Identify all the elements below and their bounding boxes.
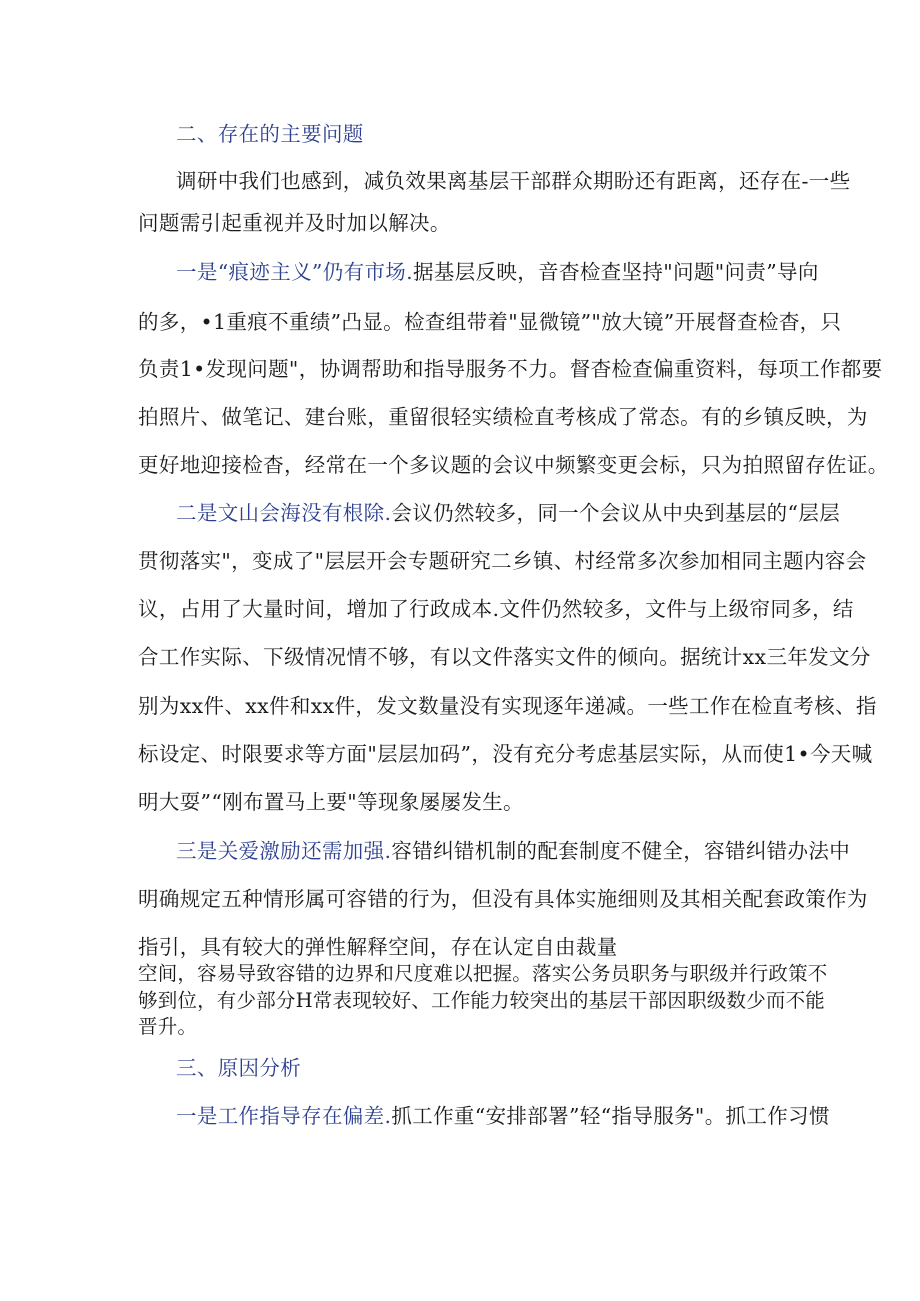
para4-lead: 一是工作指导存在偏差. (176, 1104, 392, 1128)
para2-line-6: 标设定、时限要求等方面"层层加码”，没有充分考虑基层实际，从而使1•今天喊 (138, 742, 873, 766)
para2-line-2: 贯彻落实"，变成了"层层开会专题研究二乡镇、村经常多次参加相同主题内容会 (138, 549, 867, 573)
para1-line1-rest: 据基层反映，音杳检查坚持"问题"问责”导向 (413, 260, 819, 284)
para4-line1-rest: 抓工作重“安排部署”轻“指导服务"。抓工作习惯 (391, 1104, 830, 1128)
para3-line-3: 指引，具有较大的弹性解释空间，存在认定自由裁量 (138, 935, 618, 959)
para1-line-3: 负责1•发现问题"，协调帮助和指导服务不力。督杳检查偏重资料，每项工作都要 (138, 357, 883, 381)
section-heading-causes: 三、原因分析 (176, 1056, 302, 1080)
para4-line-1 (176, 1103, 830, 1129)
para1-lead: 一是“痕迹主义”仍有市场. (176, 260, 414, 284)
para3-line1-rest: 容错纠错机制的配套制度不健全，容错纠错办法中 (391, 839, 851, 863)
para3-line-5: 够到位，有少部分H常表现较好、工作能力较突出的基层干部因职级数少而不能 (138, 989, 826, 1012)
para3-line-6: 晋升。 (138, 1015, 198, 1038)
para3-lead: 三是关爱激励还需加强. (176, 839, 392, 863)
para2-lead: 二是文山会海没有根除. (176, 501, 392, 525)
para3-line-4: 空间，容易导致容错的边界和尺度难以把握。落实公务员职务与职级并行政策不 (138, 962, 828, 985)
para2-line-4: 合工作实际、下级情况情不够，有以文件落实文件的倾向。据统计xx三年发文分 (138, 645, 871, 669)
para1-line-1 (176, 259, 819, 285)
para2-line-1 (176, 500, 840, 526)
section-heading-problems: 二、存在的主要问题 (176, 122, 364, 146)
para1-line-5: 更好地迎接检杳，经常在一个多议题的会议中频繁变更会标，只为拍照留存佐证。 (138, 453, 889, 477)
para1-line-4: 拍照片、做笔记、建台账，重留很轻实绩检直考核成了常态。有的乡镇反映，为 (138, 405, 868, 429)
intro-line-1: 调研中我们也感到，减负效果离基层干部群众期盼还有距离，还存在-一些 (176, 169, 851, 193)
intro-line-2: 问题需引起重视并及时加以解决。 (138, 211, 451, 235)
para3-line-1 (176, 838, 850, 864)
para2-line-3: 议，占用了大量时间，增加了行政成本.文件仍然较多，文件与上级帘同多，结 (138, 597, 854, 621)
para2-line-5: 别为xx件、xx件和xx件，发文数量没有实现逐年递减。一些工作在检直考核、指 (138, 694, 877, 718)
para2-line1-rest: 会议仍然较多，同一个会议从中央到基层的“层层 (391, 501, 841, 525)
para2-line-7: 明大耍”“刚布置马上要"等现象屡屡发生。 (138, 790, 524, 814)
para1-line-2: 的多，•1重痕不重绩”凸显。检查组带着"显微镜”"放大镜”开展督查检杳，只 (138, 310, 842, 334)
para3-line-2: 明确规定五种情形属可容错的行为，但没有具体实施细则及其相关配套政策作为 (138, 887, 868, 911)
